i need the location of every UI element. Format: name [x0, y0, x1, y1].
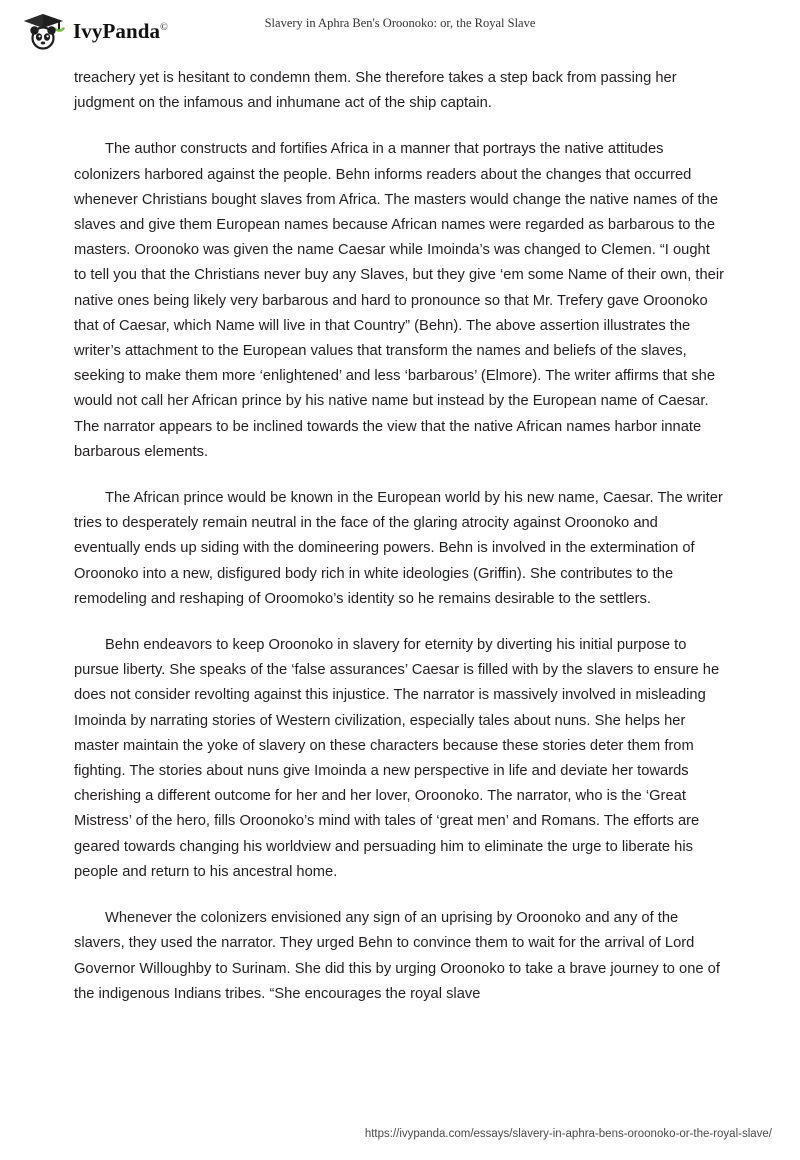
document-body — [74, 66, 726, 1028]
paragraph: Whenever the colonizers envisioned any sign of an uprising by Oroonoko and any of the slavers, they used the narrator. They urged Behn to convince them to wait for the arrival of Lord Governor Willoughby to Surinam. She did this by urging Oroonoko to take a brave journey to one of the indigenous Indians tribes. “She encourages the royal slave — [74, 910, 720, 1002]
paragraph: Behn endeavors to keep Oroonoko in slavery for eternity by diverting his initial purpose to pursue liberty. She speaks of the ‘false assurances’ Caesar is filled with by the slavers to ensure he does not consider revolting against this injustice. The narrator is massively involved in misleading Imoinda by narrating stories of Western civilization, especially tales about nuns. She helps her master maintain the yoke of slavery on these characters because these stories deter them from fighting. The stories about nuns give Imoinda a new perspective in life and deviate her towards cherishing a different outcome for her and her lover, Oroonoko. The narrator, who is the ‘Great Mistress’ of the hero, fills Oroonoko’s mind with tales of ‘great men’ and Romans. The efforts are geared towards changing his worldview and persuading him to eliminate the urge to liberate his people and return to his ancestral home. — [74, 637, 720, 880]
page-header — [0, 0, 800, 62]
brand-copyright-mark: © — [160, 21, 168, 33]
paragraph: treachery yet is hesitant to condemn them. She therefore takes a step back from passing her judgment on the infamous and inhumane act of the ship captain. — [74, 70, 677, 112]
brand-name-text: IvyPanda — [73, 18, 161, 43]
document-title: Slavery in Aphra Ben's Oroonoko: or, the Royal Slave — [264, 16, 536, 30]
paragraph: The author constructs and fortifies Africa in a manner that portrays the native attitudes colonizers harbored against the people. Behn informs readers about the changes that occurred whenever Christians bought slaves from Africa. The masters would change the native names of the slaves and give them European names because African names were regarded as barbarous to the masters. Oroonoko was given the name Caesar while Imoinda’s was changed to Clemen. “I ought to tell you that the Christians never buy any Slaves, but they give ‘em some Name of their own, their native ones being likely very barbarous and hard to pronounce so that Mr. Trefery gave Oroonoko that of Caesar, which Name will live in that Country” (Behn). The above assertion illustrates the writer’s attachment to the European values that transform the names and beliefs of the slaves, seeking to make them more ‘enlightened’ and less ‘barbarous’ (Elmore). The writer affirms that she would not call her African prince by his native name but instead by the European name of Caesar. The narrator appears to be inclined towards the view that the native African names harbor innate barbarous elements. — [74, 141, 725, 460]
source-url-link[interactable]: https://ivypanda.com/essays/slavery-in-aphra-bens-oroonoko-or-the-royal-slave/ — [364, 1128, 772, 1140]
page-footer — [0, 1124, 800, 1142]
paragraph: The African prince would be known in the European world by his new name, Caesar. The writer tries to desperately remain neutral in the face of the glaring atrocity against Oroonoko and eventually ends up siding with the domineering powers. Behn is involved in the extermination of Oroonoko into a new, disfigured body rich in white ideologies (Griffin). She contributes to the remodeling and reshaping of Oroomoko’s identity so he remains desirable to the settlers. — [74, 490, 723, 607]
